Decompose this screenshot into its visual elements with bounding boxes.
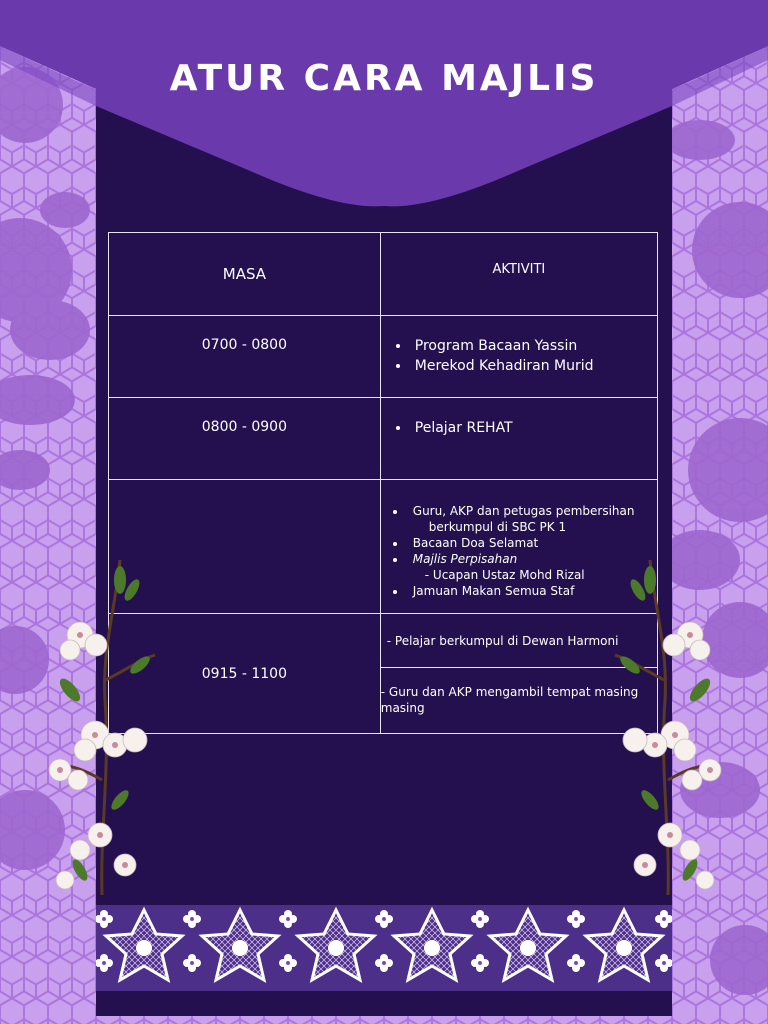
activity-subtext: - Ucapan Ustaz Mohd Rizal: [424, 567, 585, 582]
time-text: 0800 - 0900: [201, 418, 287, 435]
table-row: [109, 614, 658, 668]
activity-text: - Guru dan AKP mengambil tempat masing masing: [380, 685, 639, 715]
table-header-row: [109, 233, 658, 316]
table-row: [109, 316, 658, 398]
cherry-blossom-branch-left: [40, 550, 170, 900]
activity-text: - Pelajar berkumpul di Dewan Harmoni: [386, 633, 619, 648]
activity-item: • Jamuan Makan Semua Staf: [407, 583, 657, 599]
table-row: [109, 398, 658, 480]
activity-item: • Program Bacaan Yassin: [411, 336, 657, 356]
activity-text: berkumpul di SBC PK 1: [428, 519, 567, 534]
column-header-time: MASA: [109, 233, 381, 316]
page-title: ATUR CARA MAJLIS: [169, 58, 599, 99]
activity-item: • Pelajar REHAT: [411, 418, 657, 438]
time-cell: [109, 398, 381, 480]
activity-text: Guru, AKP dan petugas pembersihan: [412, 503, 635, 518]
time-text: 0700 - 0800: [201, 336, 287, 353]
activity-item: • Bacaan Doa Selamat: [407, 535, 657, 551]
time-text: 0915 - 1100: [201, 665, 287, 682]
table-row: [109, 480, 658, 614]
lace-border: [96, 905, 672, 991]
activity-cell: [380, 316, 657, 398]
schedule-table: [108, 232, 658, 734]
column-header-activity: AKTIVITI: [380, 233, 657, 316]
activity-text: Majlis Perpisahan: [412, 551, 518, 566]
activity-item: [407, 503, 657, 535]
cherry-blossom-branch-right: [600, 550, 730, 900]
time-cell: [109, 316, 381, 398]
activity-item: • Merekod Kehadiran Murid: [411, 356, 657, 376]
activity-cell: [380, 398, 657, 480]
header-band: [0, 0, 768, 220]
